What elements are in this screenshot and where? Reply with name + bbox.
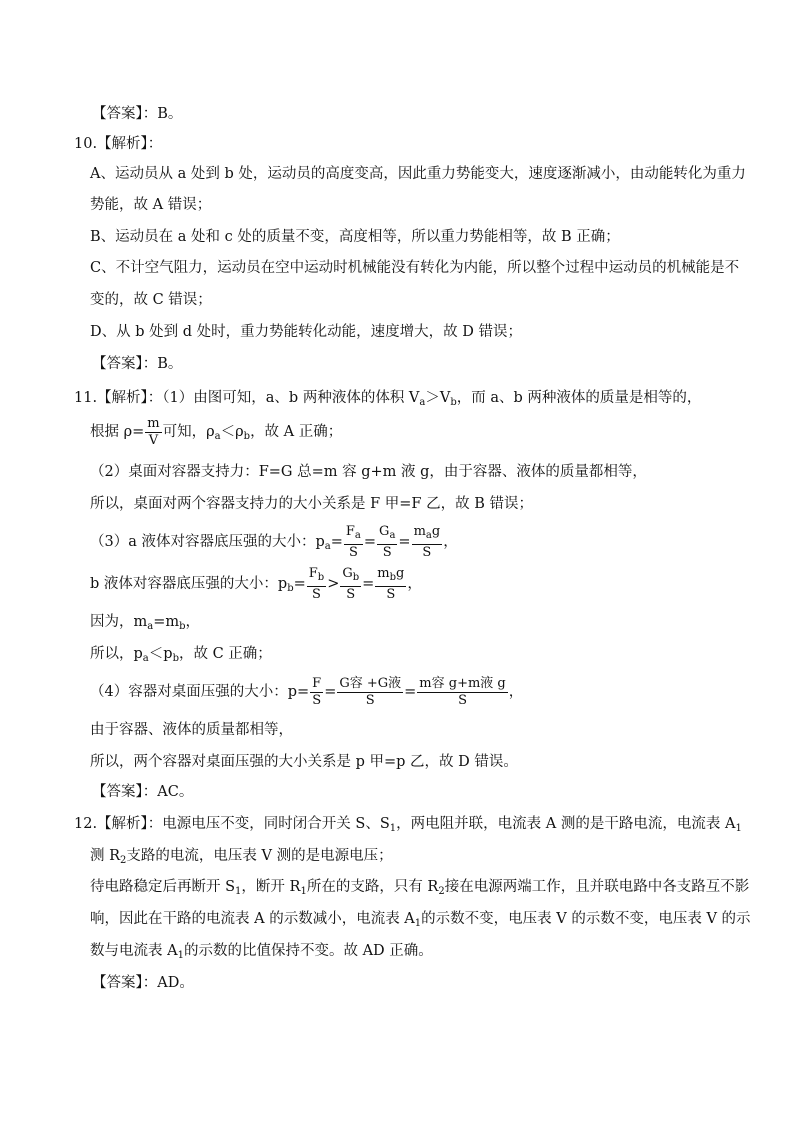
q10-option-b: B、运动员在 a 处和 c 处的质量不变，高度相等，所以重力势能相等，故 B 正确； (90, 229, 620, 245)
q11-answer: 【答案】：AC。 (92, 784, 194, 800)
q10-answer: 【答案】：B。 (92, 356, 183, 372)
q11-support-force: （2）桌面对容器支持力：F=G 总=m 容 g+m 液 g，由于容器、液体的质量都相等， (90, 464, 647, 480)
q12-answer: 【答案】：AD。 (92, 975, 194, 991)
q10-option-c-line2: 变的，故 C 错误； (90, 292, 212, 308)
q10-option-d: D、从 b 处到 d 处时，重力势能转化动能，速度增大，故 D 错误； (90, 324, 522, 340)
answer-prev: 【答案】：B。 (92, 106, 183, 122)
q11-mass-note: 由于容器、液体的质量都相等， (90, 722, 293, 738)
q12-line4: 响，因此在干路的电流表 A 的示数减小，电流表 $A_1$的示数不变，电压表 V 的示数不变，电压表 V 的示 (90, 911, 751, 929)
q11-pressure-b: b 液体对容器底压强的大小：$p_b=$ $\frac{F_b}{S}$ > $\frac{G_b}{S}$ = $\frac{m_bg}{S}$ ， (90, 565, 422, 602)
q11-heading: 11.【解析】：（1）由图可知，a、b 两种液体的体积 $V_a>V_b$，而 a、b 两种液体的质量是相等的， (74, 390, 702, 408)
q11-support-result: 所以，桌面对两个容器支持力的大小关系是 F 甲=F 乙，故 B 错误； (90, 496, 533, 512)
fraction-m-over-v: $\frac{m}{V}$ (147, 415, 160, 448)
q10-option-a-line1: A、运动员从 a 处到 b 处，运动员的高度变高，因此重力势能变大，速度逐渐减小，由动能转化为重力 (90, 166, 746, 182)
q10-option-c-line1: C、不计空气阻力，运动员在空中运动时机械能没有转化为内能，所以整个过程中运动员的机械能是不 (90, 260, 740, 276)
q12-line2: 测 $R_2$支路的电流，电压表 V 测的是电源电压； (90, 848, 393, 866)
q11-density-line: 根据 ρ= $\frac{m}{V}$ 可知，$\rho_a<\rho_b$，故 A 正确； (90, 415, 343, 448)
q12-line5: 数与电流表 $A_1$的示数的比值保持不变。故 AD 正确。 (90, 943, 433, 961)
q10-option-a-line2: 势能，故 A 错误； (90, 197, 212, 213)
q12-line3: 待电路稳定后再断开 $S_1$，断开 $R_1$所在的支路，只有 $R_2$接在电源两端工作，且并联电路中各支路互不影 (90, 879, 750, 897)
q11-pressure-a: （3）a 液体对容器底压强的大小：$p_a=$ $\frac{F_a}{S}$ = $\frac{G_a}{S}$ = $\frac{m_ag}{S}$ ， (90, 523, 458, 560)
q10-heading: 10.【解析】： (74, 136, 163, 152)
q11-pressure-compare: 所以，$p_a<p_b$，故 C 正确； (90, 646, 272, 664)
q11-table-pressure: （4）容器对桌面压强的大小：p= $\frac{F}{S}$ = $\frac{\text{G容 +G液}}{S}$ = $\frac{\text{m容 g+m液 g}}{S}$ ， (90, 675, 524, 708)
q12-heading: 12.【解析】：电源电压不变，同时闭合开关 S、$S_1$，两电阻并联，电流表 A 测的是干路电流，电流表 $A_1$ (74, 816, 742, 834)
q11-conclusion: 所以，两个容器对桌面压强的大小关系是 p 甲=p 乙，故 D 错误。 (90, 754, 518, 770)
q11-mass-equal: 因为，$m_a=m_b$， (90, 614, 201, 632)
